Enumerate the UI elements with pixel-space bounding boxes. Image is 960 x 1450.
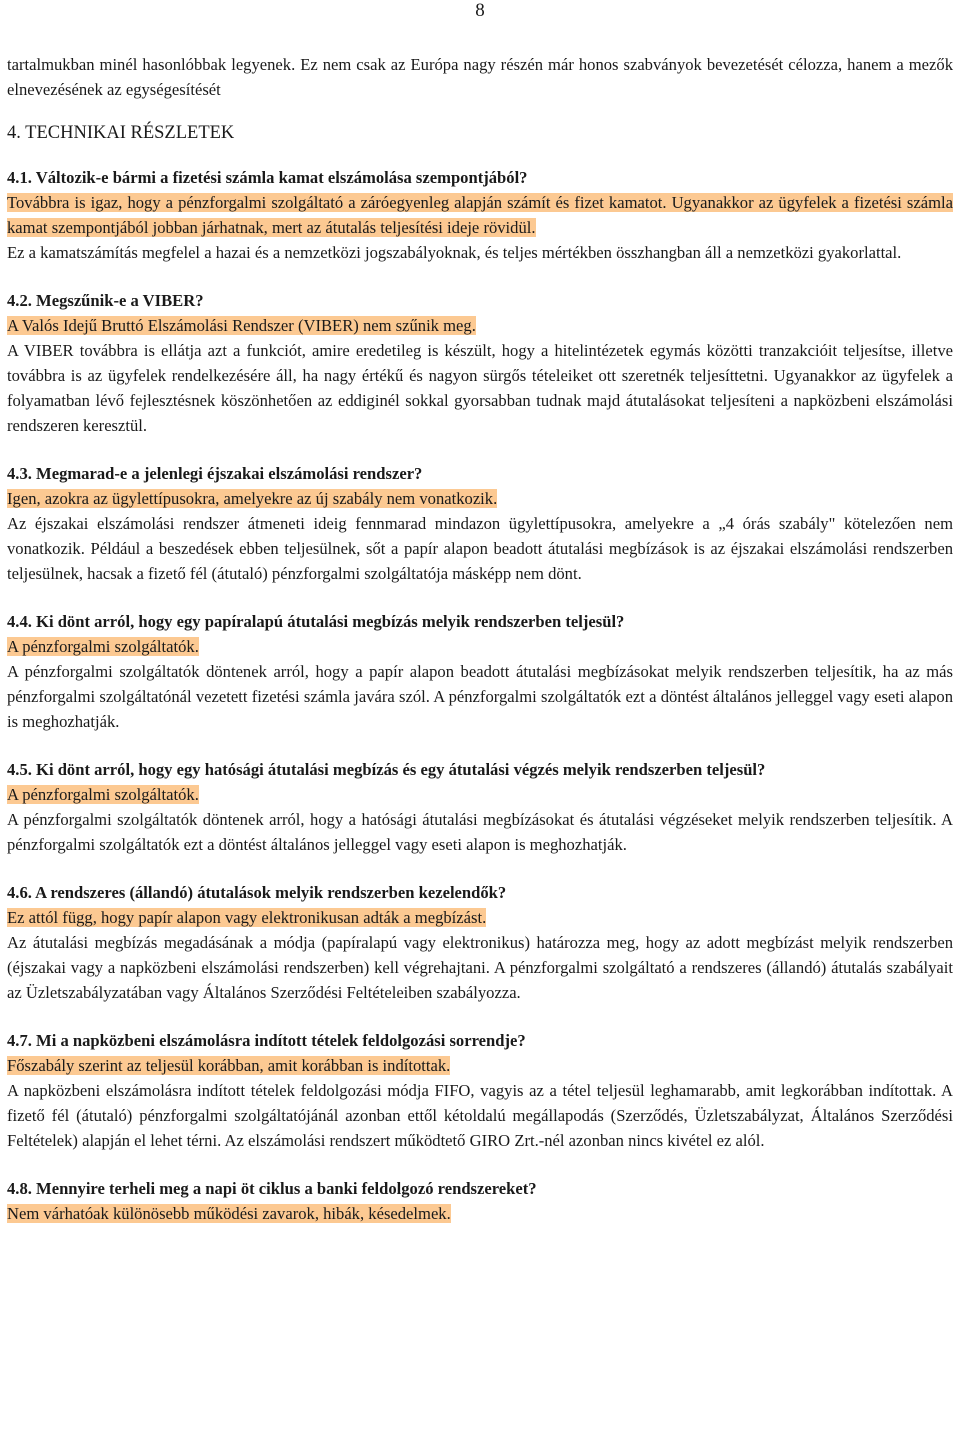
document-body xyxy=(7,52,953,1226)
answer-highlight: A Valós Idejű Bruttó Elszámolási Rendszer (VIBER) nem szűnik meg. xyxy=(7,316,476,335)
text-4-4: A pénzforgalmi szolgáltatók döntenek arról, hogy a papír alapon beadott átutalási megbízásokat melyik rendszerben teljesítik, ha az más pénzforgalmi szolgáltatónál vezetett fizetési számla javára szól. A pénzforgalmi szolgáltatók ezt a döntést általános jelleggel vagy eseti alapon is meghozhatják. xyxy=(7,662,953,731)
answer-4-8 xyxy=(7,1201,953,1226)
question-4-4: 4.4. Ki dönt arról, hogy egy papíralapú átutalási megbízás melyik rendszerben teljesül? xyxy=(7,612,625,631)
text-4-3: Az éjszakai elszámolási rendszer átmeneti ideig fennmarad mindazon ügylettípusokra, amelyekre a „4 órás szabály" kötelezően nem vonatkozik. Például a beszedések ebben teljesülnek, sőt a papír alapon beadott átutalási megbízások is az éjszakai elszámolási rendszerben teljesülnek, hacsak a fizető fél (átutaló) pénzforgalmi szolgáltatója másképp nem dönt. xyxy=(7,514,953,583)
text-4-5: A pénzforgalmi szolgáltatók döntenek arról, hogy a hatósági átutalási megbízásokat és átutalási végzéseket melyik rendszerben teljesítik. A pénzforgalmi szolgáltatók ezt a döntést általános jelleggel vagy eseti alapon is meghozhatják. xyxy=(7,810,953,854)
page-number: 8 xyxy=(475,0,485,21)
text-4-6: Az átutalási megbízás megadásának a módja (papíralapú vagy elektronikus) határozza meg, hogy az adott megbízást melyik rendszerben (éjszakai vagy a napközbeni elszámolási rendszerben) kell végrehajtani. A pénzforgalmi szolgáltató a rendszeres (állandó) átutalás szabályait az Üzletszabályzatában vagy Általános Szerződési Feltételeiben szabályozza. xyxy=(7,933,953,1002)
answer-highlight: A pénzforgalmi szolgáltatók. xyxy=(7,637,199,656)
section-title: 4. TECHNIKAI RÉSZLETEK xyxy=(7,123,235,143)
answer-highlight: Továbbra is igaz, hogy a pénzforgalmi szolgáltató a záróegyenleg alapján számít és fizet kamatot. Ugyanakkor az ügyfelek a fizetési számla kamat szempontjából jobban járhatnak, mert az átutalás teljesítési ideje rövidül. xyxy=(7,193,953,237)
text-4-2: A VIBER továbbra is ellátja azt a funkciót, amire eredetileg is készült, hogy a hitelintézetek egymás közötti tranzakcióit teljesítse, illetve továbbra is az ügyfelek rendelkezésére áll, ha nagy értékű és nagyon sürgős tételeiket ott szeretnék teljesíttetni. Ugyanakkor az ügyfelek a folyamatban lévő fejlesztésnek köszönhetően az eddiginél sokkal gyorsabban tudnak majd átutalásokat teljesíteni a napközbeni elszámolási rendszeren keresztül. xyxy=(7,341,953,435)
text-4-7: A napközbeni elszámolásra indított tételek feldolgozási módja FIFO, vagyis az a tétel teljesül leghamarabb, amit legkorábban indítottak. A fizető fél (átutaló) pénzforgalmi szolgáltatójánál azonban ettől kétoldalú megállapodás (Szerződés, Üzletszabályzat, Általános Szerződési Feltételek) alapján el lehet térni. Az elszámolási rendszert működtető GIRO Zrt.-nél azonban nincs kivétel ez alól. xyxy=(7,1081,953,1150)
answer-4-4 xyxy=(7,634,953,659)
intro-paragraph: tartalmukban minél hasonlóbbak legyenek. Ez nem csak az Európa nagy részén már honos szabványok bevezetését célozza, hanem a mezők elnevezésének az egységesítését xyxy=(7,55,953,99)
answer-4-6 xyxy=(7,905,953,930)
question-4-7: 4.7. Mi a napközbeni elszámolásra indított tételek feldolgozási sorrendje? xyxy=(7,1031,526,1050)
answer-highlight: Nem várhatóak különösebb működési zavarok, hibák, késedelmek. xyxy=(7,1204,451,1223)
answer-4-1 xyxy=(7,190,953,240)
question-4-6: 4.6. A rendszeres (állandó) átutalások melyik rendszerben kezelendők? xyxy=(7,883,507,902)
answer-4-2 xyxy=(7,313,953,338)
answer-4-7 xyxy=(7,1053,953,1078)
answer-highlight: Főszabály szerint az teljesül korábban, amit korábban is indítottak. xyxy=(7,1056,451,1075)
answer-highlight: A pénzforgalmi szolgáltatók. xyxy=(7,785,199,804)
question-4-2: 4.2. Megszűnik-e a VIBER? xyxy=(7,291,204,310)
text-4-1: Ez a kamatszámítás megfelel a hazai és a nemzetközi jogszabályoknak, és teljes mértékben összhangban áll a nemzetközi gyakorlattal. xyxy=(7,243,902,262)
question-4-8: 4.8. Mennyire terheli meg a napi öt ciklus a banki feldolgozó rendszereket? xyxy=(7,1179,537,1198)
question-4-1: 4.1. Változik-e bármi a fizetési számla kamat elszámolása szempontjából? xyxy=(7,168,528,187)
answer-4-5 xyxy=(7,782,953,807)
answer-highlight: Ez attól függ, hogy papír alapon vagy elektronikusan adták a megbízást. xyxy=(7,908,487,927)
question-4-3: 4.3. Megmarad-e a jelenlegi éjszakai elszámolási rendszer? xyxy=(7,464,423,483)
question-4-5: 4.5. Ki dönt arról, hogy egy hatósági átutalási megbízás és egy átutalási végzés melyik rendszerben teljesül? xyxy=(7,760,766,779)
answer-4-3 xyxy=(7,486,953,511)
answer-highlight: Igen, azokra az ügylettípusokra, amelyekre az új szabály nem vonatkozik. xyxy=(7,489,498,508)
